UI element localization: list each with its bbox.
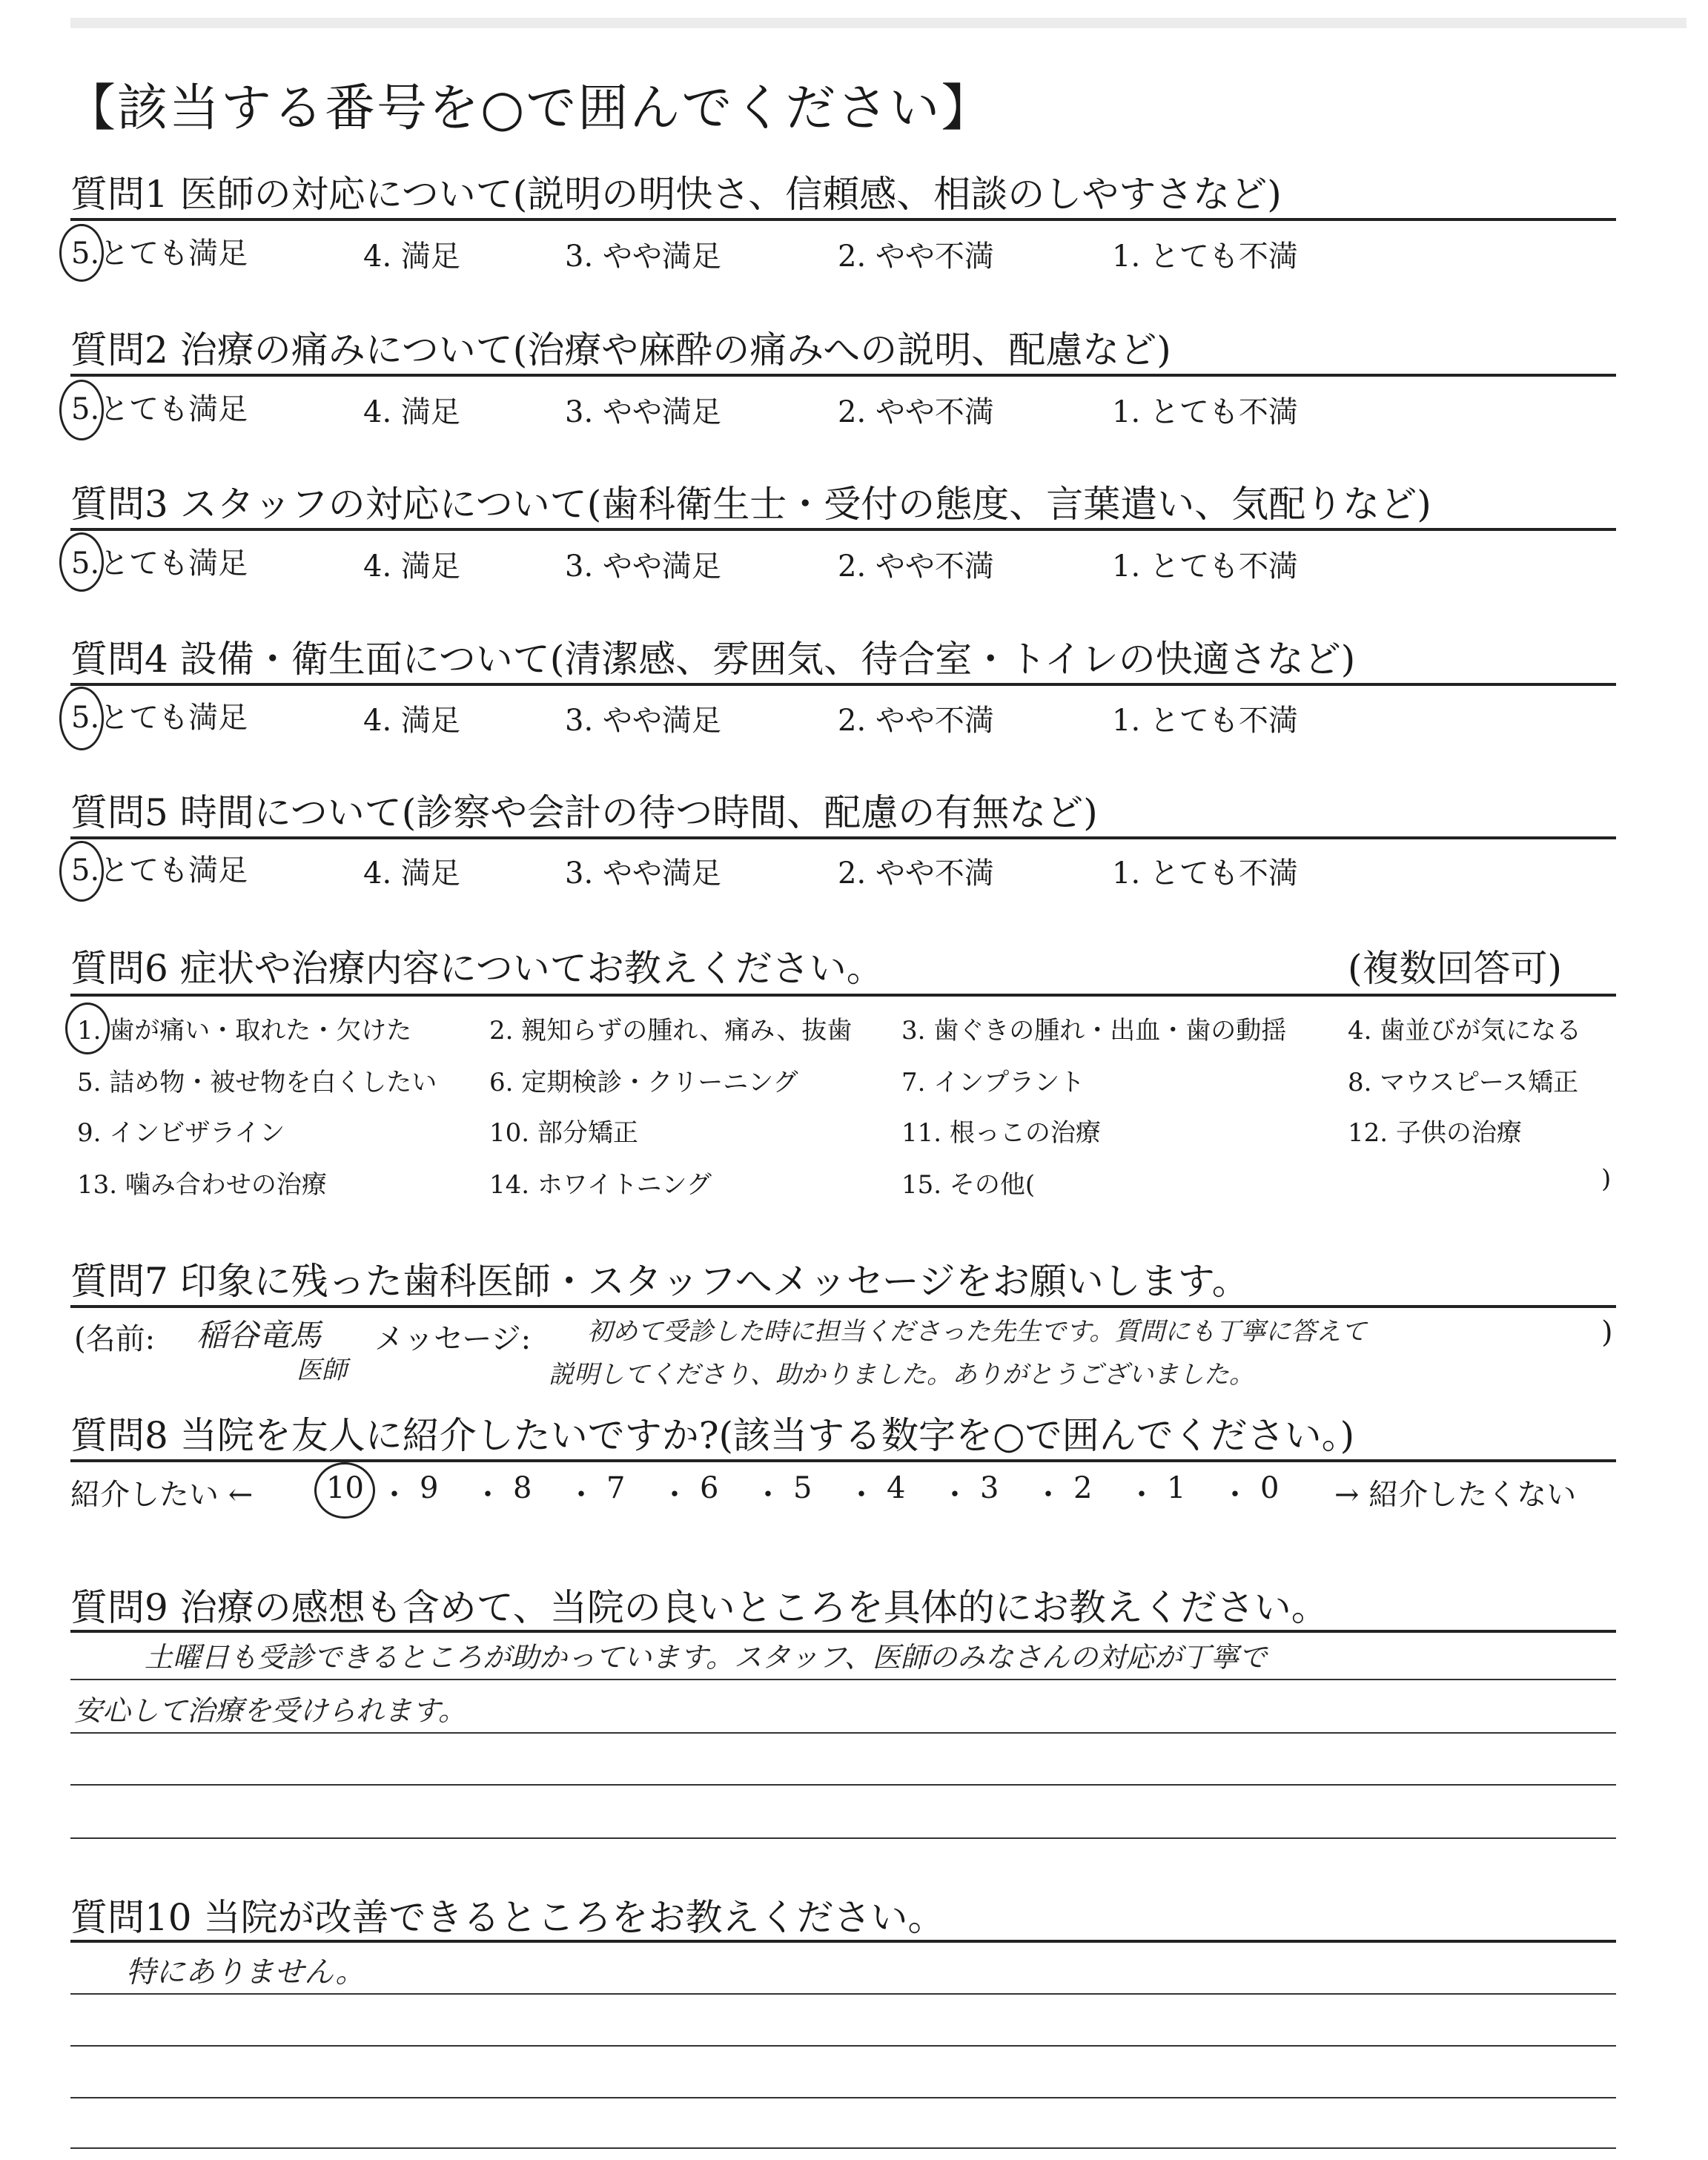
option-5[interactable]: 5.とても満足: [71, 853, 248, 888]
answer-line: [70, 1732, 1616, 1734]
option-1[interactable]: 1. とても不満: [1112, 856, 1298, 891]
symptom-option[interactable]: 6. 定期検診・クリーニング: [489, 1068, 798, 1097]
question-title: 質問8 当院を友人に紹介したいですか?(該当する数字を○で囲んでください。): [70, 1414, 1355, 1457]
option-1[interactable]: 1. とても不満: [1112, 704, 1298, 738]
question-title: 質問1 医師の対応について(説明の明快さ、信頼感、相談のしやすさなど): [70, 173, 1282, 216]
option-1[interactable]: 1. とても不満: [1112, 395, 1298, 429]
divider: [70, 374, 1616, 377]
scale-value-8[interactable]: 8: [513, 1471, 532, 1505]
option-1[interactable]: 1. とても不満: [1112, 549, 1298, 584]
symptom-option[interactable]: 3. 歯ぐきの腫れ・出血・歯の動揺: [901, 1016, 1287, 1046]
option-3[interactable]: 3. やや満足: [565, 856, 721, 891]
divider: [70, 994, 1616, 997]
handwritten-role[interactable]: 医師: [297, 1355, 347, 1385]
question-title: 質問5 時間について(診察や会計の待つ時間、配慮の有無など): [70, 791, 1098, 834]
symptom-option[interactable]: 1. 歯が痛い・取れた・欠けた: [77, 1016, 412, 1046]
scale-separator: ・: [1033, 1478, 1063, 1512]
message-close-paren: ): [1601, 1315, 1613, 1350]
symptom-option[interactable]: 2. 親知らずの腫れ、痛み、抜歯: [489, 1016, 853, 1046]
symptom-option[interactable]: 8. マウスピース矯正: [1348, 1068, 1579, 1097]
scale-separator: ・: [660, 1478, 689, 1512]
option-3[interactable]: 3. やや満足: [565, 240, 721, 274]
message-label: メッセージ:: [374, 1322, 532, 1356]
option-3[interactable]: 3. やや満足: [565, 549, 721, 584]
scale-value-9[interactable]: 9: [420, 1471, 439, 1505]
answer-line: [70, 2045, 1616, 2047]
symptom-option[interactable]: 14. ホワイトニング: [489, 1170, 712, 1200]
handwritten-name[interactable]: 稲谷竜馬: [196, 1317, 322, 1353]
symptom-option[interactable]: 7. インプラント: [901, 1068, 1085, 1097]
question-title: 質問3 スタッフの対応について(歯科衛生士・受付の態度、言葉遣い、気配りなど): [70, 483, 1431, 526]
handwritten-message-line-1[interactable]: 初めて受診した時に担当くださった先生です。質問にも丁寧に答えて: [587, 1317, 1367, 1347]
option-4[interactable]: 4. 満足: [363, 395, 460, 429]
handwritten-answer-line-1[interactable]: 特にありません。: [126, 1955, 365, 1989]
question-title: 質問10 当院が改善できるところをお教えください。: [70, 1896, 945, 1939]
scale-value-0[interactable]: 0: [1260, 1471, 1280, 1505]
symptom-option-other[interactable]: 15. その他(: [901, 1170, 1036, 1200]
selection-circle: [314, 1462, 375, 1519]
option-2[interactable]: 2. やや不満: [838, 704, 994, 738]
option-3[interactable]: 3. やや満足: [565, 704, 721, 738]
scale-separator: ・: [473, 1478, 503, 1512]
answer-line: [70, 2097, 1616, 2098]
scale-separator: ・: [940, 1478, 970, 1512]
answer-line: [70, 1784, 1616, 1786]
symptom-option[interactable]: 9. インビザライン: [77, 1118, 285, 1148]
recommend-label: 紹介したい ←: [70, 1478, 254, 1512]
scale-value-5[interactable]: 5: [793, 1471, 812, 1505]
divider: [70, 683, 1616, 686]
scale-value-4[interactable]: 4: [887, 1471, 906, 1505]
answer-line: [70, 1679, 1616, 1680]
option-5[interactable]: 5.とても満足: [71, 392, 248, 426]
divider: [70, 1459, 1616, 1462]
handwritten-answer-line-2[interactable]: 安心して治療を受けられます。: [74, 1694, 466, 1727]
question-title: 質問9 治療の感想も含めて、当院の良いところを具体的にお教えください。: [70, 1586, 1328, 1629]
question-title: 質問4 設備・衛生面について(清潔感、雰囲気、待合室・トイレの快適さなど): [70, 638, 1356, 681]
option-1[interactable]: 1. とても不満: [1112, 240, 1298, 274]
divider: [70, 1630, 1616, 1633]
option-2[interactable]: 2. やや不満: [838, 549, 994, 584]
option-5[interactable]: 5.とても満足: [71, 701, 248, 735]
question-title: 質問2 治療の痛みについて(治療や麻酔の痛みへの説明、配慮など): [70, 328, 1171, 371]
scale-separator: ・: [1220, 1478, 1250, 1512]
handwritten-answer-line-1[interactable]: 土曜日も受診できるところが助かっています。スタッフ、医師のみなさんの対応が丁寧で: [145, 1641, 1267, 1674]
not-recommend-label: → 紹介したくない: [1334, 1478, 1577, 1512]
answer-line: [70, 1993, 1616, 1995]
option-5[interactable]: 5.とても満足: [71, 546, 248, 581]
option-5[interactable]: 5.とても満足: [71, 237, 248, 271]
symptom-option[interactable]: 12. 子供の治療: [1348, 1118, 1522, 1148]
multiple-answer-note: (複数回答可): [1348, 947, 1563, 990]
scale-separator: ・: [566, 1478, 596, 1512]
symptom-option[interactable]: 10. 部分矯正: [489, 1118, 638, 1148]
answer-line: [70, 2147, 1616, 2149]
option-4[interactable]: 4. 満足: [363, 704, 460, 738]
option-2[interactable]: 2. やや不満: [838, 240, 994, 274]
option-4[interactable]: 4. 満足: [363, 856, 460, 891]
option-3[interactable]: 3. やや満足: [565, 395, 721, 429]
scale-separator: ・: [753, 1478, 783, 1512]
scale-separator: ・: [1127, 1478, 1156, 1512]
page-title: 【該当する番号を○で囲んでください】: [65, 79, 993, 138]
scale-value-1[interactable]: 1: [1167, 1471, 1186, 1505]
symptom-option[interactable]: 11. 根っこの治療: [901, 1118, 1101, 1148]
symptom-option[interactable]: 4. 歯並びが気になる: [1348, 1016, 1582, 1046]
scan-edge: [70, 18, 1687, 28]
scale-value-7[interactable]: 7: [606, 1471, 626, 1505]
option-2[interactable]: 2. やや不満: [838, 856, 994, 891]
divider: [70, 528, 1616, 531]
question-title: 質問6 症状や治療内容についてお教えください。: [70, 947, 884, 990]
handwritten-message-line-2[interactable]: 説明してくださり、助かりました。ありがとうございました。: [549, 1360, 1254, 1390]
option-2[interactable]: 2. やや不満: [838, 395, 994, 429]
scale-value-10[interactable]: 10: [326, 1471, 364, 1505]
other-close-paren: ): [1601, 1164, 1612, 1194]
question-title: 質問7 印象に残った歯科医師・スタッフへメッセージをお願いします。: [70, 1260, 1249, 1303]
scale-value-6[interactable]: 6: [700, 1471, 719, 1505]
divider: [70, 1940, 1616, 1943]
divider: [70, 836, 1616, 839]
scale-value-2[interactable]: 2: [1073, 1471, 1093, 1505]
symptom-option[interactable]: 13. 噛み合わせの治療: [77, 1170, 327, 1200]
answer-line: [70, 1837, 1616, 1839]
option-4[interactable]: 4. 満足: [363, 549, 460, 584]
scale-value-3[interactable]: 3: [980, 1471, 999, 1505]
divider: [70, 218, 1616, 221]
name-label: (名前:: [74, 1322, 156, 1356]
scale-separator: ・: [380, 1478, 409, 1512]
option-4[interactable]: 4. 満足: [363, 240, 460, 274]
scale-separator: ・: [847, 1478, 876, 1512]
divider: [70, 1305, 1616, 1308]
symptom-option[interactable]: 5. 詰め物・被せ物を白くしたい: [77, 1068, 437, 1097]
